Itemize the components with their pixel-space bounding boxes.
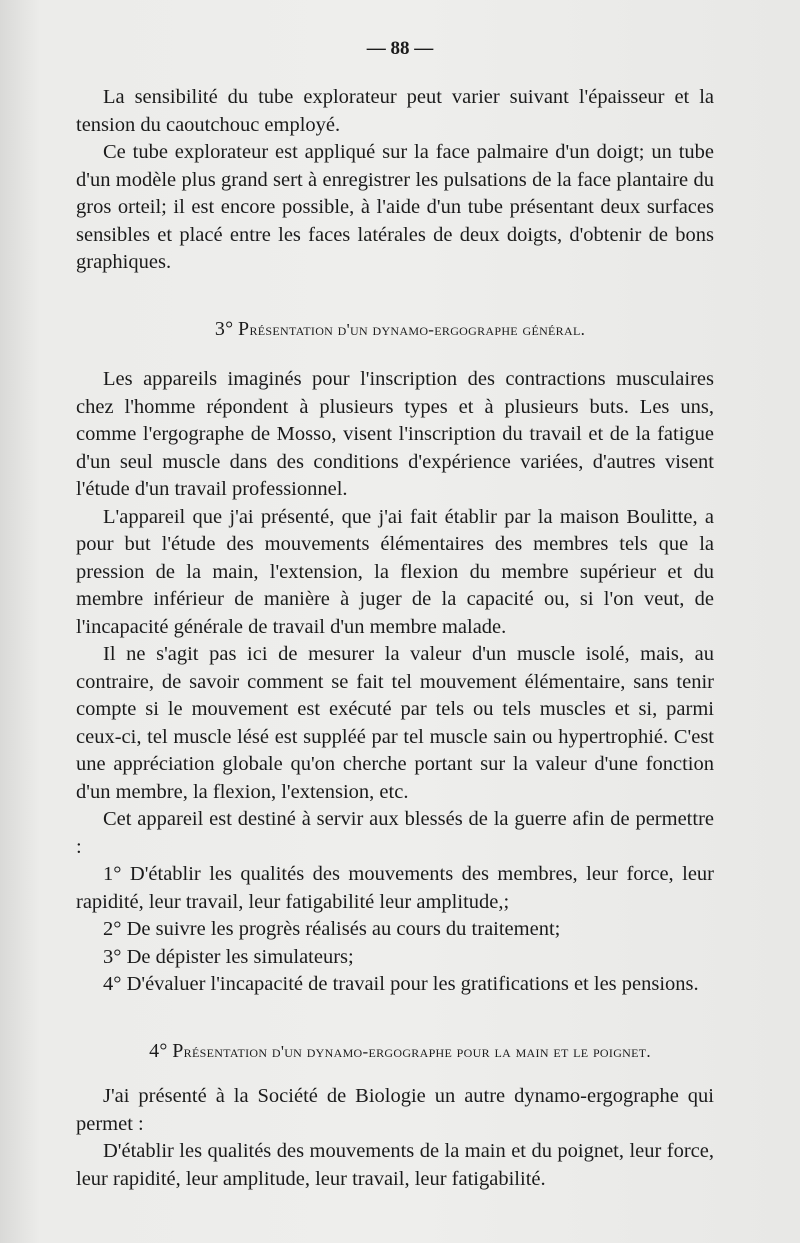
- page-number: — 88 —: [366, 38, 434, 59]
- paragraph: Les appareils imaginés pour l'inscription des contractions musculaires chez l'homme répondent à plusieurs types et à plusieurs buts. Les uns, comme l'ergographe de Mosso, visent l'inscription du travail et de la fatigue d'un seul muscle dans des conditions d'expérience variées, d'autres visent l'étude d'un travail professionnel.: [76, 368, 714, 500]
- section-heading-text: résentation d'un dynamo-ergographe général.: [249, 320, 586, 339]
- paragraph: L'appareil que j'ai présenté, que j'ai fait établir par la maison Boulitte, a pour but l'étude des mouvements élémentaires des membres tels que la pression de la main, l'extension, la flexion du membre supérieur et du membre inférieur de manière à juger de la capacité ou, si l'on veut, de l'incapacité générale de travail d'un membre malade.: [76, 505, 714, 638]
- section-3-body: [76, 366, 714, 999]
- list-item: 2° De suivre les progrès réalisés au cours du traitement;: [103, 918, 561, 940]
- section-heading-initial: P: [238, 318, 250, 340]
- paragraph: Cet appareil est destiné à servir aux blessés de la guerre afin de permettre :: [76, 808, 714, 858]
- section-heading-4: [0, 1040, 800, 1063]
- paragraph: Il ne s'agit pas ici de mesurer la valeur d'un muscle isolé, mais, au contraire, de savoir comment se fait tel mouvement élémentaire, sans tenir compte si le mouvement est exécuté par tels ou tels muscles et si, parmi ceux-ci, tel muscle lésé est suppléé par tel muscle sain ou hypertrophié. C'est une appréciation globale qu'on cherche portant sur la valeur d'une fonction d'un membre, la flexion, l'extension, etc.: [76, 643, 714, 803]
- paragraph: D'établir les qualités des mouvements de la main et du poignet, leur force, leur rapidité, leur amplitude, leur travail, leur fatigabilité.: [76, 1140, 714, 1190]
- section-heading-initial: P: [172, 1040, 184, 1062]
- section-4-body: [76, 1083, 714, 1193]
- intro-text: [76, 84, 714, 277]
- paragraph: La sensibilité du tube explorateur peut varier suivant l'épaisseur et la tension du caoutchouc employé.: [76, 86, 714, 136]
- paragraph: Ce tube explorateur est appliqué sur la face palmaire d'un doigt; un tube d'un modèle plus grand sert à enregistrer les pulsations de la face plantaire du gros orteil; il est encore possible, à l'aide d'un tube présentant deux surfaces sensibles et placé entre les faces latérales de deux doigts, d'obtenir de bons graphiques.: [76, 141, 714, 273]
- section-number: 3°: [214, 318, 234, 340]
- section-heading-3: [0, 318, 800, 341]
- list-item: 3° De dépister les simulateurs;: [103, 945, 354, 968]
- list-item: 1° D'établir les qualités des mouvements des membres, leur force, leur rapidité, leur travail, leur fatigabilité leur amplitude,;: [76, 863, 714, 913]
- list-item: 4° D'évaluer l'incapacité de travail pour les gratifications et les pensions.: [103, 973, 699, 995]
- paragraph: J'ai présenté à la Société de Biologie un autre dynamo-ergographe qui permet :: [76, 1085, 714, 1135]
- section-number: 4°: [149, 1040, 168, 1062]
- section-heading-text: résentation d'un dynamo-ergographe pour la main et le poignet.: [183, 1042, 651, 1061]
